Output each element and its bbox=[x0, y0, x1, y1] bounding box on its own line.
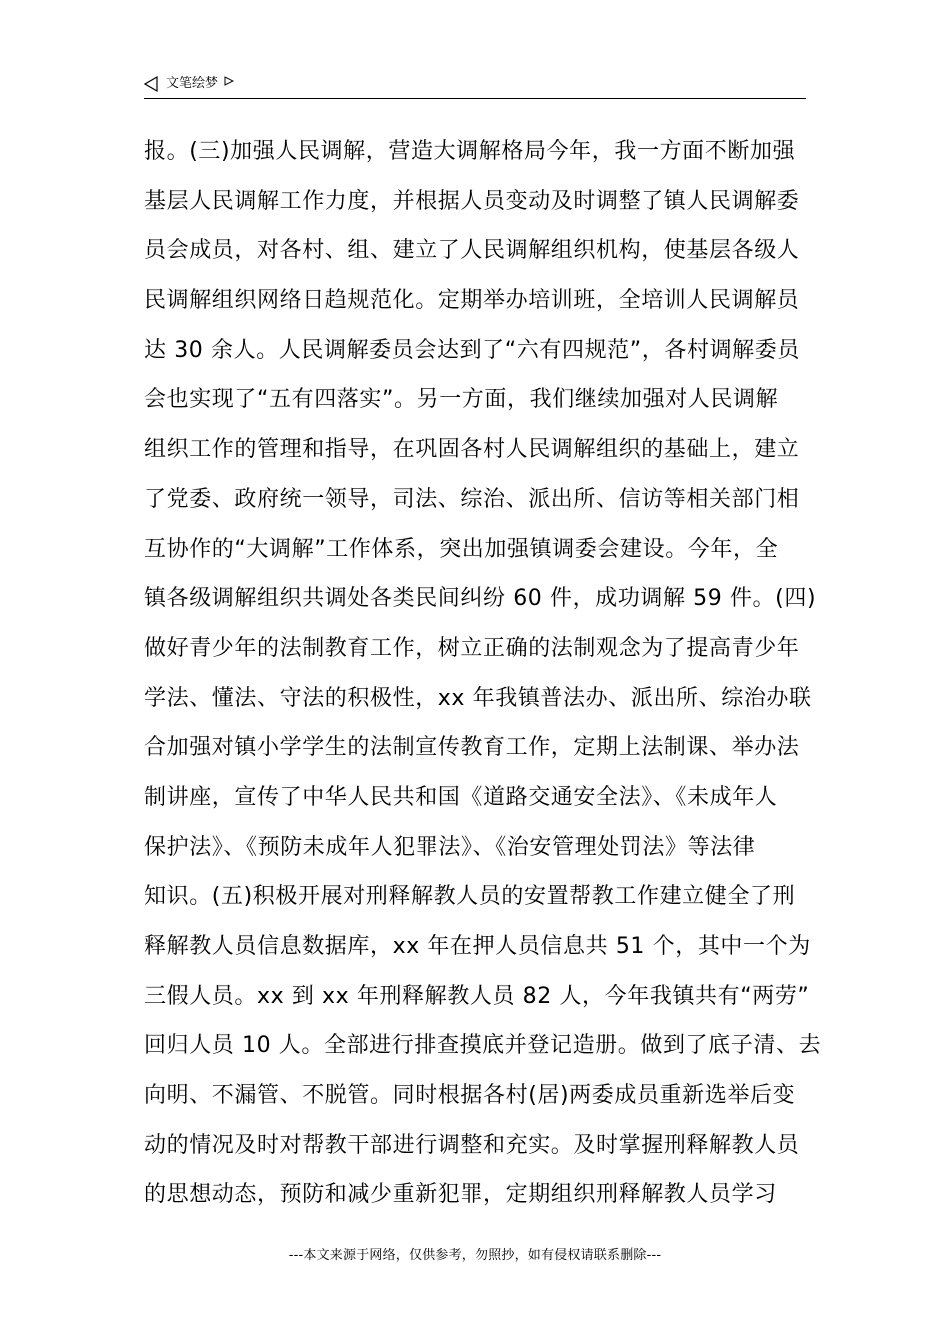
text-line: 镇各级调解组织共调处各类民间纠纷 60 件，成功调解 59 件。(四) bbox=[144, 586, 817, 612]
page-footer-disclaimer: ---本文来源于网络，仅供参考，勿照抄，如有侵权请联系删除--- bbox=[288, 1248, 662, 1263]
text-line: 互协作的“大调解”工作体系，突出加强镇调委会建设。今年，全 bbox=[144, 536, 779, 562]
text-line: 知识。(五)积极开展对刑释解教人员的安置帮教工作建立健全了刑 bbox=[144, 884, 796, 910]
header-title: 文笔绘梦 bbox=[166, 76, 219, 91]
text-line: 学法、懂法、守法的积极性，xx 年我镇普法办、派出所、综治办联 bbox=[144, 685, 812, 711]
text-line: 会也实现了“五有四落实”。另一方面，我们继续加强对人民调解 bbox=[144, 387, 779, 413]
text-line: 保护法》、《预防未成年人犯罪法》、《治安管理处罚法》等法律 bbox=[144, 834, 756, 860]
text-line: 释解教人员信息数据库，xx 年在押人员信息共 51 个，其中一个为 bbox=[144, 934, 811, 959]
triangle-right-outline-icon bbox=[224, 76, 234, 86]
text-line: 民调解组织网络日趋规范化。定期举办培训班，全培训人民调解员 bbox=[144, 288, 800, 314]
text-line: 动的情况及时对帮教干部进行调整和充实。及时掌握刑释解教人员 bbox=[144, 1132, 800, 1158]
text-line: 的思想动态，预防和减少重新犯罪，定期组织刑释解教人员学习 bbox=[144, 1182, 777, 1208]
text-line: 回归人员 10 人。全部进行排查摸底并登记造册。做到了底子清、去 bbox=[144, 1033, 822, 1059]
page-header bbox=[144, 72, 806, 99]
text-line: 达 30 余人。人民调解委员会达到了“六有四规范”，各村调解委员 bbox=[144, 337, 800, 363]
text-line: 基层人民调解工作力度，并根据人员变动及时调整了镇人民调解委 bbox=[144, 188, 800, 214]
document-body bbox=[144, 127, 822, 1220]
text-line: 三假人员。xx 到 xx 年刑释解教人员 82 人，今年我镇共有“两劳” bbox=[144, 983, 810, 1009]
text-line: 做好青少年的法制教育工作，树立正确的法制观念为了提高青少年 bbox=[144, 635, 800, 661]
text-line: 制讲座，宣传了中华人民共和国《道路交通安全法》、《未成年人 bbox=[144, 784, 778, 810]
text-line: 了党委、政府统一领导，司法、综治、派出所、信访等相关部门相 bbox=[144, 486, 800, 512]
header-brand bbox=[144, 76, 234, 92]
text-line: 报。(三)加强人民调解，营造大调解格局今年，我一方面不断加强 bbox=[144, 139, 796, 164]
text-line: 组织工作的管理和指导，在巩固各村人民调解组织的基础上，建立 bbox=[144, 437, 800, 463]
text-line: 员会成员，对各村、组、建立了人民调解组织机构，使基层各级人 bbox=[144, 238, 800, 264]
text-line: 向明、不漏管、不脱管。同时根据各村(居)两委成员重新选举后变 bbox=[144, 1083, 796, 1109]
text-line: 合加强对镇小学学生的法制宣传教育工作，定期上法制课、举办法 bbox=[144, 735, 800, 761]
triangle-left-outline-icon bbox=[144, 76, 158, 92]
